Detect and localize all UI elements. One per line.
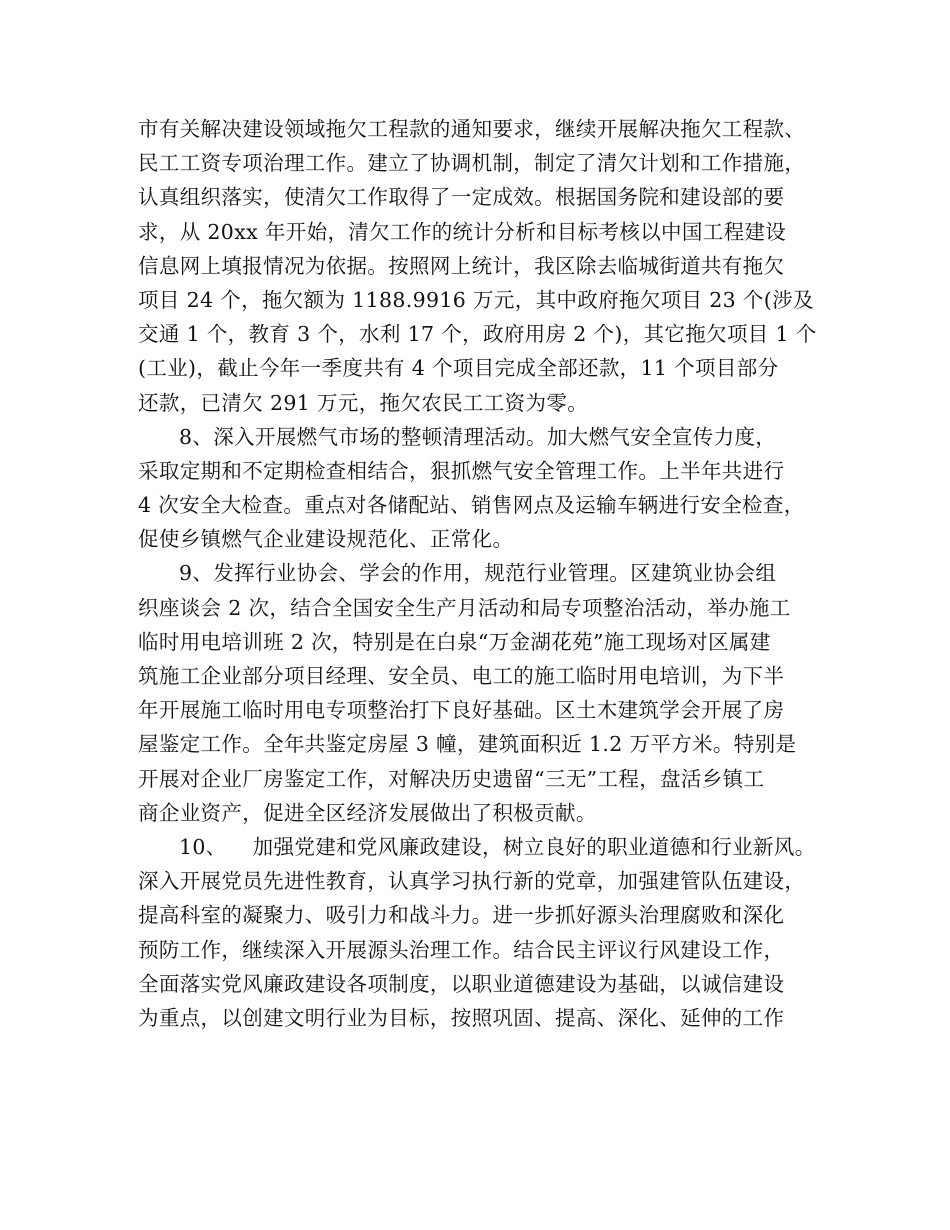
text-line: 商企业资产，促进全区经济发展做出了积极贡献。 — [138, 800, 597, 825]
paragraph-gas-market — [138, 420, 828, 557]
text-line: 开展对企业厂房鉴定工作，对解决历史遗留“三无”工程，盘活乡镇工 — [138, 766, 765, 791]
text-line: 全面落实党风廉政建设各项制度，以职业道德建设为基础，以诚信建设 — [138, 971, 785, 996]
text-line: 临时用电培训班 2 次，特别是在白泉“万金湖花苑”施工现场对区属建 — [138, 629, 771, 654]
text-line: 年开展施工临时用电专项整治打下良好基础。区土木建筑学会开展了房 — [138, 698, 785, 723]
paragraph-arrears-cleanup — [138, 112, 828, 420]
text-line: 深入开展党员先进性教育，认真学习执行新的党章，加强建管队伍建设， — [138, 869, 806, 894]
paragraph-lead-text: 加强党建和党风廉政建设，树立良好的职业道德和行业新风。 — [252, 834, 816, 859]
paragraph-industry-associations — [138, 556, 828, 830]
text-line: 4 次安全大检查。重点对各储配站、销售网点及运输车辆进行安全检查， — [138, 493, 805, 518]
paragraph-number: 10、 — [179, 834, 227, 859]
text-line: 民工工资专项治理工作。建立了协调机制，制定了清欠计划和工作措施， — [138, 151, 806, 176]
text-line: 提高科室的凝聚力、吸引力和战斗力。进一步抓好源头治理腐败和深化 — [138, 903, 785, 928]
text-line: 预防工作，继续深入开展源头治理工作。结合民主评议行风建设工作， — [138, 937, 785, 962]
text-line: 市有关解决建设领域拖欠工程款的通知要求，继续开展解决拖欠工程款、 — [138, 117, 806, 141]
text-line: 8、深入开展燃气市场的整顿清理活动。加大燃气安全宣传力度， — [179, 424, 777, 449]
text-line: 项目 24 个，拖欠额为 1188.9916 万元，其中政府拖欠项目 23 个(涉及 — [138, 287, 814, 312]
text-line: 为重点，以创建文明行业为目标，按照巩固、提高、深化、延伸的工作 — [138, 1005, 785, 1030]
text-line: 9、发挥行业协会、学会的作用，规范行业管理。区建筑业协会组 — [179, 561, 777, 586]
text-line: 采取定期和不定期检查相结合，狠抓燃气安全管理工作。上半年共进行 — [138, 458, 785, 483]
text-line: 认真组织落实，使清欠工作取得了一定成效。根据国务院和建设部的要 — [138, 185, 785, 210]
text-line: (工业)，截止今年一季度共有 4 个项目完成全部还款，11 个项目部分 — [138, 356, 779, 381]
text-line: 还款，已清欠 291 万元，拖欠农民工工资为零。 — [138, 390, 589, 415]
text-line: 筑施工企业部分项目经理、安全员、电工的施工临时用电培训，为下半 — [138, 664, 785, 688]
text-line: 屋鉴定工作。全年共鉴定房屋 3 幢，建筑面积近 1.2 万平方米。特别是 — [138, 732, 797, 757]
text-line: 促使乡镇燃气企业建设规范化、正常化。 — [138, 527, 514, 552]
document-body — [138, 112, 828, 1035]
text-line — [138, 830, 828, 864]
text-line: 求，从 20xx 年开始，清欠工作的统计分析和目标考核以中国工程建设 — [138, 219, 787, 244]
text-line: 信息网上填报情况为依据。按照网上统计，我区除去临城街道共有拖欠 — [138, 253, 785, 278]
text-line: 交通 1 个，教育 3 个，水利 17 个，政府用房 2 个)，其它拖欠项目 1 个 — [138, 322, 817, 347]
paragraph-party-building — [138, 830, 828, 1035]
text-line: 织座谈会 2 次，结合全国安全生产月活动和局专项整治活动，举办施工 — [138, 595, 791, 620]
